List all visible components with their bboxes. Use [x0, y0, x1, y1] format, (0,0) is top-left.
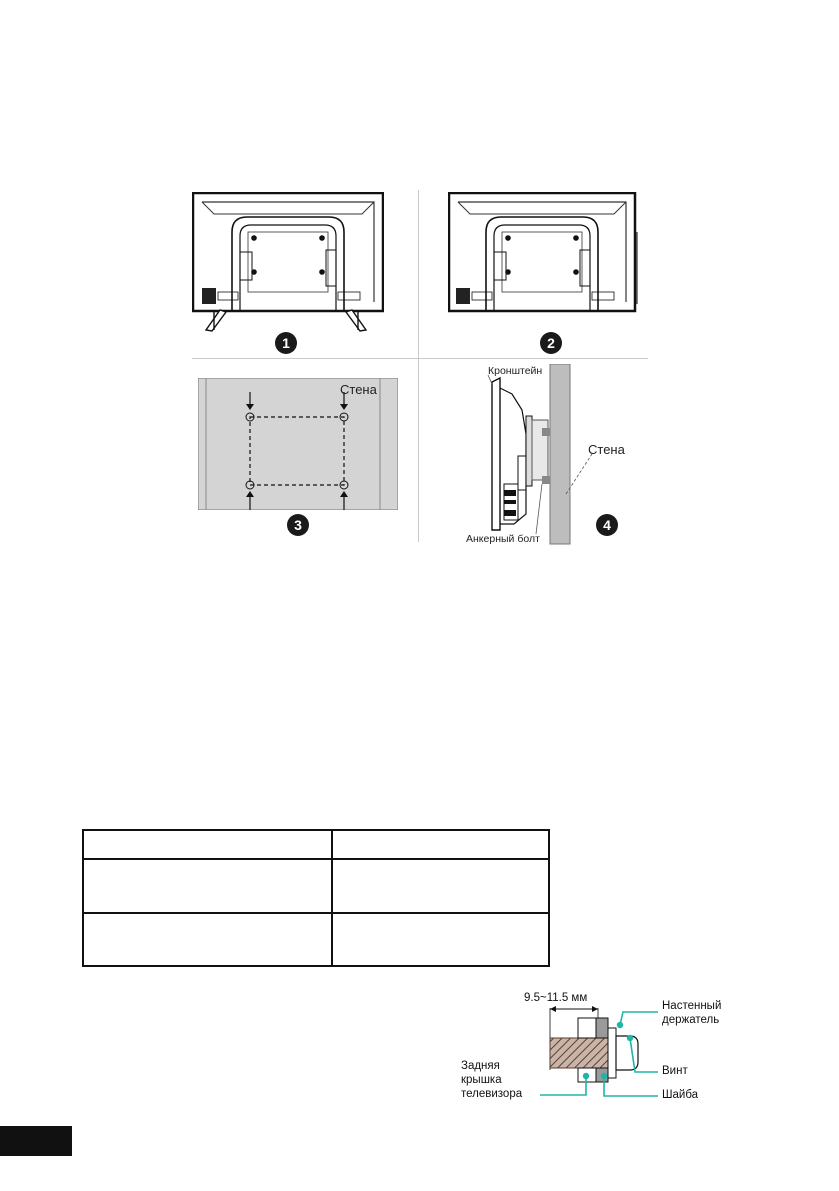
table-cell [83, 859, 332, 912]
step-badge-2: 2 [540, 332, 562, 354]
table-cell [332, 830, 549, 859]
bracket-label: Кронштейн [488, 365, 543, 377]
dimension-label: 9.5~11.5 мм [524, 992, 588, 1004]
back-cover-label-3: телевизора [461, 1088, 523, 1100]
table-cell [332, 913, 549, 966]
wall-holes-illustration [198, 378, 398, 510]
table-cell [332, 859, 549, 912]
back-cover-label-2: крышка [461, 1074, 502, 1086]
spec-table [82, 829, 550, 967]
panel-tv-back-with-stand [192, 192, 384, 334]
table-cell [83, 830, 332, 859]
screw-label: Винт [662, 1065, 688, 1077]
wall-label: Стена [340, 382, 377, 397]
tv-back-illustration [448, 192, 640, 316]
page-corner-tab [0, 1126, 72, 1156]
step-badge-4: 4 [596, 514, 618, 536]
tv-back-illustration [192, 192, 384, 334]
anchor-bolt-label: Анкерный болт [466, 533, 540, 545]
wall-holder-label-1: Настенный [662, 1000, 722, 1012]
wall-holder-label-2: держатель [662, 1014, 720, 1026]
table-cell [83, 913, 332, 966]
table-row [83, 859, 549, 912]
grid-vertical-divider [418, 190, 419, 542]
washer-label: Шайба [662, 1089, 699, 1101]
step-badge-3: 3 [287, 514, 309, 536]
table-header-row [83, 830, 549, 859]
wall-label-side: Стена [588, 442, 625, 457]
grid-horizontal-divider [192, 358, 648, 359]
panel-tv-back-no-stand [448, 192, 640, 316]
table-row [83, 913, 549, 966]
step-badge-1: 1 [275, 332, 297, 354]
panel-wall-hole-pattern [198, 378, 398, 510]
back-cover-label-1: Задняя [461, 1060, 500, 1072]
